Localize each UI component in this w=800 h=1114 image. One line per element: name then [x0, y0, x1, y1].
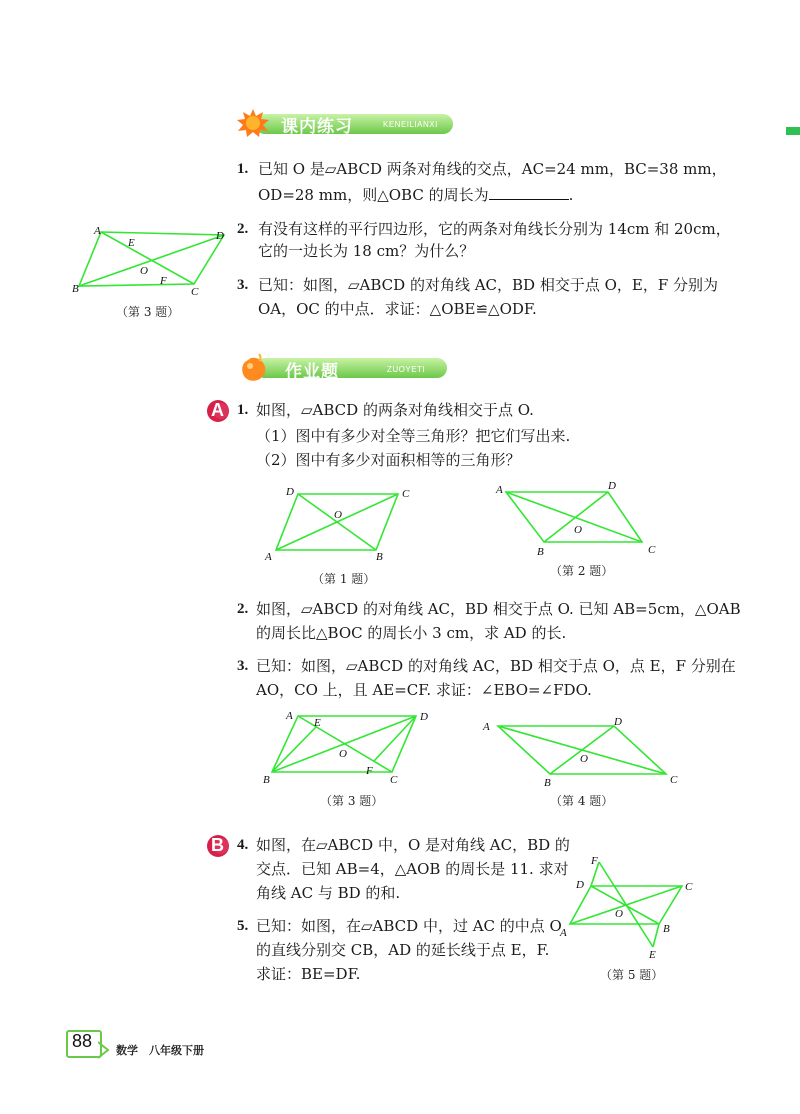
- section-banner-exercises: [237, 108, 455, 138]
- vertex-label: D: [420, 711, 428, 723]
- question-text: 交点．已知 AB=4，△AOB 的周长是 11. 求对: [256, 860, 569, 878]
- question-text: 求证：BE=DF.: [256, 965, 361, 983]
- page-tab-arrow: [98, 1040, 118, 1060]
- question-text: 如图，▱ABCD 的两条对角线相交于点 O.: [256, 401, 534, 419]
- question-text: 已知：如图，▱ABCD 的对角线 AC，BD 相交于点 O，E，F 分别为: [258, 276, 719, 294]
- vertex-label: B: [663, 923, 670, 935]
- vertex-label: C: [402, 488, 410, 500]
- vertex-label: A: [94, 225, 101, 237]
- vertex-label: F: [160, 275, 167, 287]
- question-number: 4.: [237, 837, 249, 853]
- vertex-label: C: [685, 881, 693, 893]
- question-text: AO，CO 上，且 AE=CF. 求证：∠EBO=∠FDO.: [256, 681, 592, 699]
- question-number: 2.: [237, 221, 249, 237]
- question-text: 已知 O 是▱ABCD 两条对角线的交点，AC=24 mm，BC=38 mm，: [258, 160, 727, 178]
- question-text: 如图，在▱ABCD 中，O 是对角线 AC，BD 的: [256, 836, 570, 854]
- section-title: 课内练习: [281, 117, 353, 137]
- vertex-label: B: [376, 551, 383, 563]
- drop-icon: [237, 352, 271, 384]
- question-subpart: （1）图中有多少对全等三角形？把它们写出来.: [256, 427, 571, 445]
- sun-icon: [237, 108, 271, 138]
- answer-blank[interactable]: [489, 184, 569, 200]
- question-text: 的周长比△BOC 的周长小 3 cm，求 AD 的长.: [256, 624, 567, 642]
- page-number: 88: [72, 1031, 93, 1051]
- vertex-label: C: [648, 544, 656, 556]
- vertex-label: B: [544, 777, 551, 789]
- vertex-label: D: [576, 879, 584, 891]
- figure-caption: （第 3 题）: [116, 305, 180, 319]
- vertex-label: E: [649, 949, 656, 961]
- question-text: 它的一边长为 18 cm？为什么？: [258, 242, 475, 260]
- figure-homework-4: [478, 710, 688, 790]
- vertex-label: B: [537, 546, 544, 558]
- question-text-part: .: [568, 186, 574, 204]
- book-title: 数学 八年级下册: [116, 1044, 204, 1057]
- vertex-label: O: [334, 509, 342, 521]
- figure-caption: （第 5 题）: [600, 968, 664, 982]
- question-text: 如图，▱ABCD 的对角线 AC，BD 相交于点 O. 已知 AB=5cm，△OAB: [256, 600, 741, 618]
- vertex-label: F: [366, 765, 373, 777]
- vertex-label: O: [580, 753, 588, 765]
- question-number: 1.: [237, 402, 249, 418]
- vertex-label: F: [591, 855, 598, 867]
- question-text-part: OD=28 mm，则△OBC 的周长为: [258, 186, 489, 204]
- question-text: 角线 AC 与 BD 的和.: [256, 884, 401, 902]
- page-edge-tab: [786, 127, 800, 135]
- badge-letter: B: [211, 835, 224, 855]
- figure-exercise-3: [70, 222, 240, 302]
- vertex-label: O: [339, 748, 347, 760]
- question-text: 有没有这样的平行四边形，它的两条对角线长分别为 14cm 和 20cm，: [258, 220, 731, 238]
- vertex-label: D: [286, 486, 294, 498]
- level-badge-b: [206, 834, 232, 858]
- vertex-label: A: [560, 927, 567, 939]
- figure-homework-2: [490, 478, 670, 558]
- vertex-label: C: [191, 286, 199, 298]
- figure-caption: （第 1 题）: [312, 572, 376, 586]
- question-number: 3.: [237, 277, 249, 293]
- section-title: 作业题: [285, 362, 339, 382]
- vertex-label: D: [614, 716, 622, 728]
- section-subtitle: KENEILIANXI: [383, 120, 438, 129]
- question-text: 的直线分别交 CB，AD 的延长线于点 E，F.: [256, 941, 550, 959]
- vertex-label: C: [670, 774, 678, 786]
- figure-caption: （第 2 题）: [550, 564, 614, 578]
- vertex-label: C: [390, 774, 398, 786]
- vertex-label: A: [286, 710, 293, 722]
- vertex-label: O: [140, 265, 148, 277]
- vertex-label: E: [314, 717, 321, 729]
- badge-letter: A: [211, 400, 224, 420]
- question-number: 5.: [237, 918, 249, 934]
- figure-caption: （第 3 题）: [320, 794, 384, 808]
- section-banner-homework: [237, 352, 449, 384]
- question-text: OA，OC 的中点．求证：△OBE≌△ODF.: [258, 300, 537, 318]
- figure-homework-3: [256, 706, 436, 786]
- figure-homework-5: [555, 852, 705, 962]
- section-subtitle: ZUOYETI: [387, 365, 426, 374]
- question-text: 已知：如图，在▱ABCD 中，过 AC 的中点 O: [256, 917, 562, 935]
- question-number: 2.: [237, 601, 249, 617]
- vertex-label: A: [483, 721, 490, 733]
- question-text: [258, 184, 573, 206]
- vertex-label: D: [216, 230, 224, 242]
- vertex-label: E: [128, 237, 135, 249]
- figure-caption: （第 4 题）: [550, 794, 614, 808]
- vertex-label: O: [574, 524, 582, 536]
- question-subpart: （2）图中有多少对面积相等的三角形？: [256, 451, 521, 469]
- vertex-label: B: [72, 283, 79, 295]
- vertex-label: D: [608, 480, 616, 492]
- question-number: 1.: [237, 161, 249, 177]
- vertex-label: A: [496, 484, 503, 496]
- question-number: 3.: [237, 658, 249, 674]
- vertex-label: O: [615, 908, 623, 920]
- vertex-label: A: [265, 551, 272, 563]
- vertex-label: B: [263, 774, 270, 786]
- question-text: 已知：如图，▱ABCD 的对角线 AC，BD 相交于点 O，点 E，F 分别在: [256, 657, 736, 675]
- figure-homework-1: [262, 480, 422, 566]
- level-badge-a: [206, 399, 232, 423]
